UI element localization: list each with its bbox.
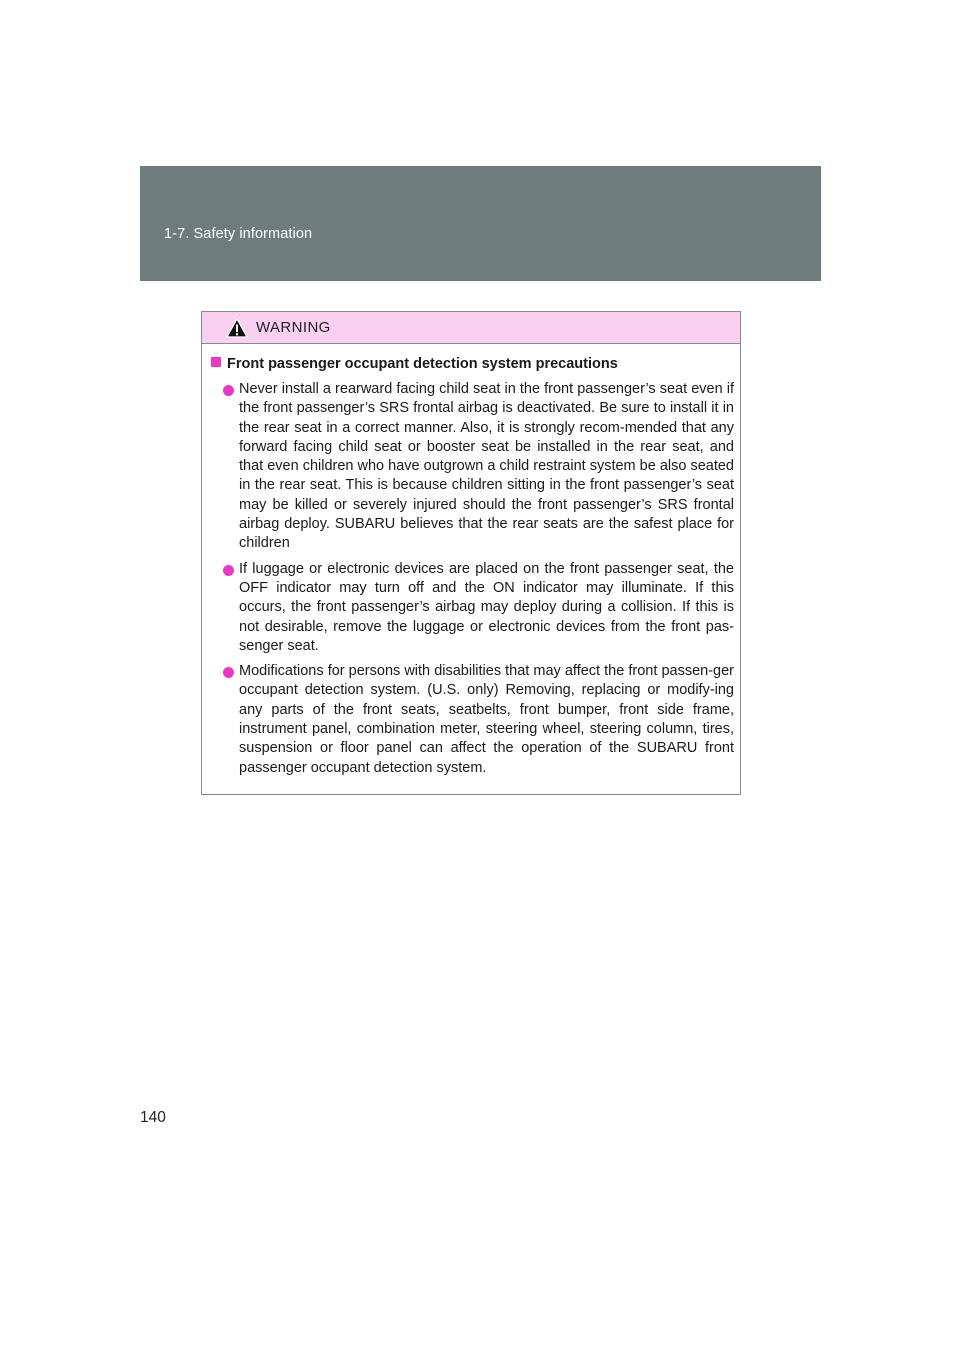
warning-header	[202, 312, 740, 344]
list-item-text: Never install a rearward facing child seat in the front passenger’s seat even if the front passenger’s SRS frontal airbag is deactivated. Be sure to install it in the rear seat in a correct manner. Also, it is strongly recom-mended that any forward facing child seat or booster seat be installed in the rear seat, and that even children who have outgrown a child restraint system be also seated in the rear seat. This is because children sitting in the front passenger’s seat may be killed or severely injured should the front passenger’s SRS frontal airbag deploy. SUBARU believes that the rear seats are the safest place for children	[239, 381, 734, 552]
warning-body	[202, 344, 740, 778]
warning-title: WARNING	[256, 319, 331, 336]
list-item-text: Modifications for persons with disabilities that may affect the front passen-ger occupant detection system. (U.S. only) Removing, replacing or modify-ing any parts of the front seats, seatbelts, front bumper, front side frame, instrument panel, combination meter, steering wheel, steering column, tires, suspension or floor panel can affect the operation of the SUBARU front passenger occupant detection system.	[239, 663, 734, 776]
list-item	[202, 380, 740, 554]
list-item-text: If luggage or electronic devices are placed on the front passenger seat, the OFF indicator may turn off and the ON indicator may illuminate. If this occurs, the front passenger’s airbag may deploy during a collision. If this is not desirable, remove the luggage or electronic devices from the front pas-senger seat.	[239, 560, 734, 654]
page-number: 140	[140, 1109, 166, 1126]
list-item	[202, 662, 740, 778]
round-bullet-icon	[223, 385, 234, 396]
header-band	[140, 166, 821, 281]
round-bullet-icon	[223, 565, 234, 576]
warning-heading-row	[202, 354, 740, 374]
list-item	[202, 560, 740, 656]
section-label: 1-7. Safety information	[164, 226, 313, 242]
warning-triangle-icon	[226, 318, 248, 338]
square-bullet-icon	[211, 357, 221, 367]
warning-box	[201, 311, 741, 795]
warning-heading: Front passenger occupant detection system precautions	[227, 356, 618, 372]
round-bullet-icon	[223, 667, 234, 678]
